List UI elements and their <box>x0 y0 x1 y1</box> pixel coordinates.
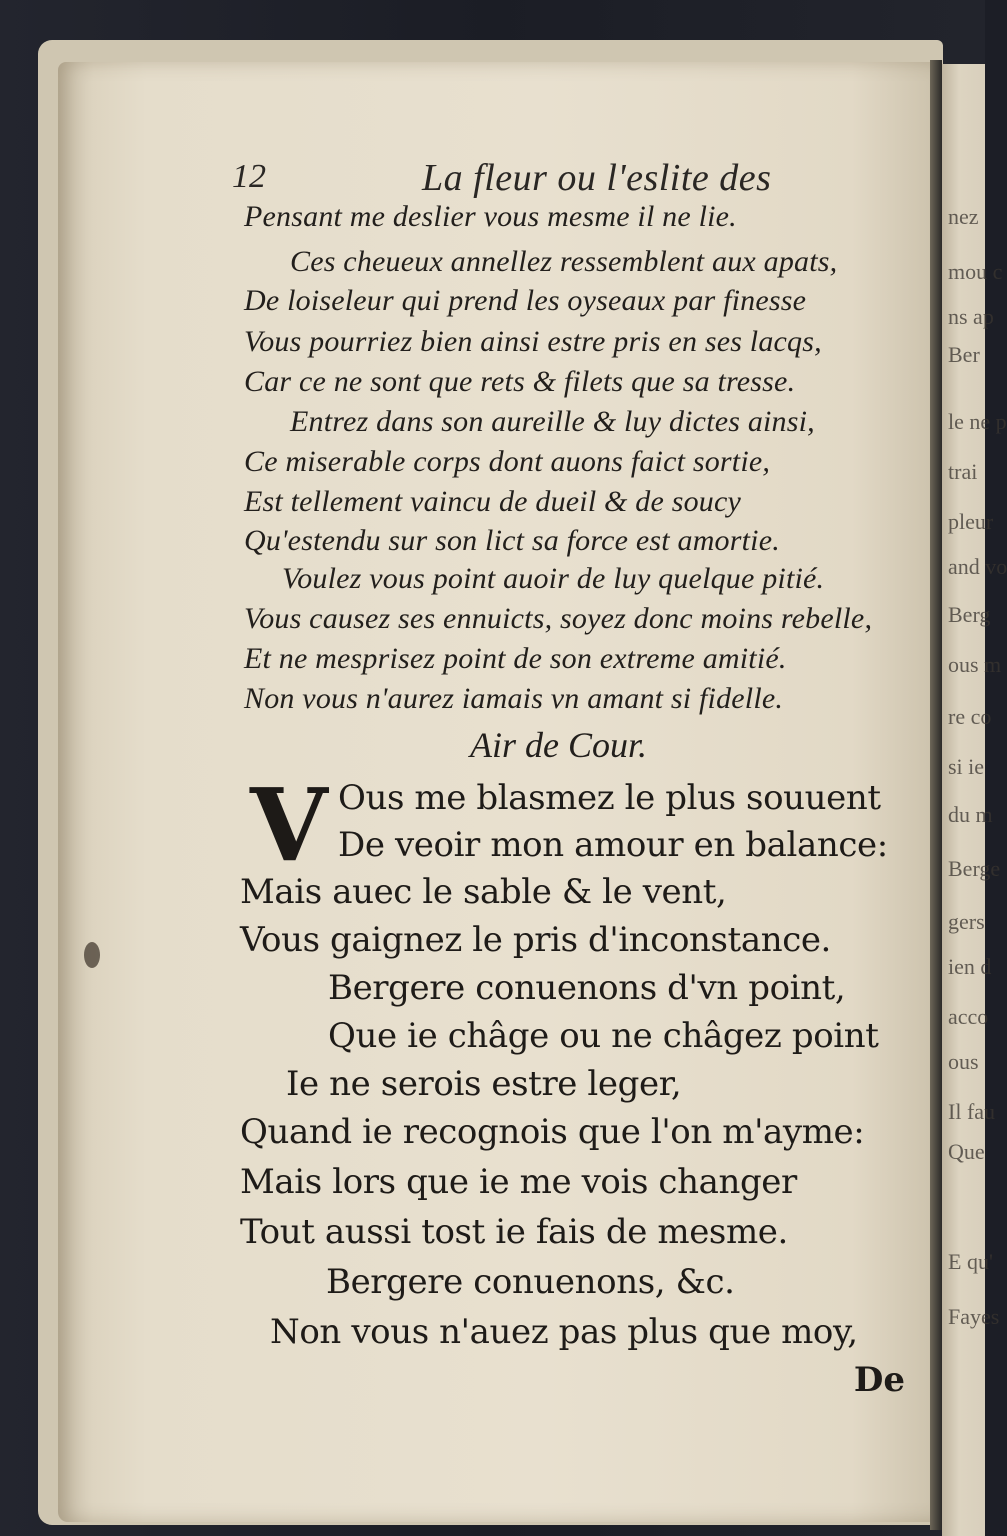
ink-stain <box>84 942 100 968</box>
facing-page-fragment: and vo <box>948 554 1007 579</box>
facing-page-fragment: ien d <box>948 954 992 979</box>
verse-line: Est tellement vaincu de dueil & de soucy <box>244 485 742 518</box>
verse-line: Ce miserable corps dont auons faict sortie, <box>244 445 771 478</box>
facing-page-fragment: acco <box>948 1004 989 1029</box>
verse-line: Car ce ne sont que rets & filets que sa tresse. <box>244 365 796 398</box>
song-line: Vous gaignez le pris d'inconstance. <box>240 920 831 960</box>
catchword: De <box>853 1360 905 1400</box>
facing-page-fragment: ous m <box>948 652 1002 677</box>
verse-line: Qu'estendu sur son lict sa force est amortie. <box>244 524 780 557</box>
verse-line: Vous pourriez bien ainsi estre pris en ses lacqs, <box>244 325 822 358</box>
facing-page-fragment: nez <box>948 204 979 229</box>
song-line: Bergere conuenons, &c. <box>326 1262 735 1302</box>
song-line: Mais auec le sable & le vent, <box>240 872 727 912</box>
song-line: Ie ne serois estre leger, <box>286 1064 682 1104</box>
facing-page-fragment: Berge <box>948 856 1001 881</box>
facing-page-edge <box>942 64 1007 1536</box>
song-line: Non vous n'auez pas plus que moy, <box>270 1312 858 1352</box>
facing-page-fragment: trai <box>948 459 978 484</box>
page-number: 12 <box>232 158 266 195</box>
song-line: De veoir mon amour en balance: <box>338 825 888 865</box>
verse-line: Ces cheueux annellez ressemblent aux apats, <box>290 245 838 278</box>
verse-line: Et ne mesprisez point de son extreme amitié. <box>244 642 787 675</box>
verse-line: Non vous n'aurez iamais vn amant si fidelle. <box>244 682 784 715</box>
song-line: Que ie châge ou ne châgez point <box>328 1016 879 1056</box>
song-line: Bergere conuenons d'vn point, <box>328 968 846 1008</box>
song-line: Mais lors que ie me vois changer <box>240 1162 797 1202</box>
facing-page-fragment: E qu' <box>948 1249 993 1274</box>
song-line: Quand ie recognois que l'on m'ayme: <box>240 1112 865 1152</box>
song-line: Tout aussi tost ie fais de mesme. <box>240 1212 788 1252</box>
facing-page-fragment: pleur <box>948 509 994 534</box>
facing-page-fragment: du m <box>948 802 993 827</box>
verse-line: Vous causez ses ennuicts, soyez donc moins rebelle, <box>244 602 873 635</box>
facing-page-fragment: ns ap <box>948 304 994 329</box>
facing-page-fragment: Il fau <box>948 1099 996 1124</box>
facing-page-fragment: ous <box>948 1049 979 1074</box>
facing-page-fragment: mou c <box>948 259 1003 284</box>
facing-page-fragment: gers <box>948 909 985 934</box>
verse-line: Pensant me deslier vous mesme il ne lie. <box>244 200 737 233</box>
facing-page-fragment: Ber <box>948 342 980 367</box>
facing-page-fragment: le ne p <box>948 409 1007 434</box>
verse-line: Voulez vous point auoir de luy quelque pitié. <box>282 562 825 595</box>
drop-cap: V <box>250 766 328 884</box>
verse-line: De loiseleur qui prend les oyseaux par finesse <box>244 284 807 317</box>
facing-page-fragment: re co <box>948 704 992 729</box>
book-gutter <box>930 60 942 1530</box>
facing-page-fragment: Fayes <box>948 1304 1000 1329</box>
verse-line: Entrez dans son aureille & luy dictes ainsi, <box>290 405 815 438</box>
section-title: Air de Cour. <box>470 725 648 765</box>
song-line: Ous me blasmez le plus souuent <box>338 778 881 818</box>
facing-page-fragment: Que <box>948 1139 985 1164</box>
facing-page-fragment: si ie <box>948 754 985 779</box>
running-title: La fleur ou l'eslite des <box>422 157 772 199</box>
facing-page-fragment: Berg <box>948 602 991 627</box>
